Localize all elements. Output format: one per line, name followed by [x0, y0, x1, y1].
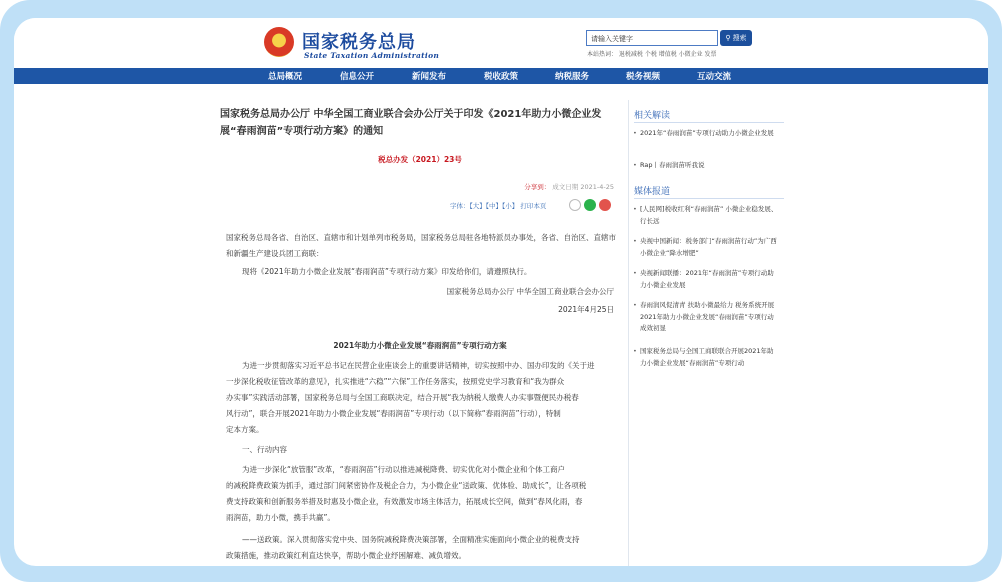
- plan-title: 2021年助力小微企业发展“春雨润苗”专项行动方案: [333, 341, 507, 350]
- para3-line2: 政策措施，推动政策红利直达快享，帮助小微企业纾困解难、减负增效。: [226, 551, 466, 560]
- para2-line1: 为进一步深化“放管服”改革，“春雨润苗”行动以推进减税降费、切实优化对小微企业和个体工商户: [242, 465, 566, 474]
- publish-date: 成文日期 2021-4-25: [550, 183, 614, 191]
- para2-line3: 费支持政策和创新服务举措及时惠及小微企业，有效激发市场主体活力，拓展成长空间，做到“春风化雨，春: [226, 497, 583, 506]
- wechat-icon[interactable]: [584, 199, 596, 211]
- national-emblem-icon: [264, 27, 294, 57]
- nav-item-interaction[interactable]: 互动交流: [697, 72, 732, 82]
- media-heading: 媒体报道: [634, 187, 671, 197]
- para3-line1: ——送政策。深入贯彻落实党中央、国务院减税降费决策部署，全面精准实施面向小微企业的税费支持: [242, 535, 580, 544]
- signature-date: 2021年4月25日: [558, 305, 614, 314]
- nav-item-policy[interactable]: 税收政策: [484, 72, 519, 82]
- notice-text: 现将《2021年助力小微企业发展“春雨润苗”专项行动方案》印发给你们，请遵照执行。: [242, 267, 532, 276]
- site-logo-text[interactable]: 国家税务总局: [302, 32, 416, 53]
- search-button[interactable]: [720, 30, 752, 46]
- nav-item-video[interactable]: 税务视频: [626, 72, 661, 82]
- media-item[interactable]: • [人民网]税收红利“春雨润苗” 小微企业稳发展、行长远: [640, 204, 780, 227]
- nav-item-service[interactable]: 纳税服务: [555, 72, 590, 82]
- search-input[interactable]: 请输入关键字: [586, 30, 718, 46]
- search-icon: ⚲: [725, 34, 731, 42]
- hot-words[interactable]: 本站热词： 退税减税 个税 增值税 小微企业 发票: [587, 51, 717, 58]
- media-item[interactable]: • 国家税务总局与全国工商联联合开展2021年助力小微企业发展“春雨润苗”专项行动: [640, 346, 780, 369]
- main-nav: [14, 68, 988, 84]
- media-item[interactable]: • 央视新闻联播：2021年“春雨润苗”专项行动助力小微企业发展: [640, 268, 780, 291]
- related-item[interactable]: • Rap丨春雨润苗听我说: [640, 160, 780, 172]
- para1-line5: 定本方案。: [226, 425, 264, 434]
- article-meta: [234, 182, 614, 191]
- para1-line2: 一步深化税收征管改革的意见》，扎实推进“六稳”“六保”工作任务落实，按照党史学习教育和“我为群众: [226, 377, 565, 386]
- site-logo-english: State Taxation Administration: [304, 51, 440, 60]
- media-item[interactable]: • 央视中国新闻：税务部门“春雨润苗行动”为广西小微企业“降水增肥”: [640, 236, 780, 259]
- site-header: [14, 18, 988, 68]
- media-item[interactable]: • 春雨润风促清青 扶助小微最给力 税务系统开展2021年助力小微企业发展“春雨润苗”专项行动成效初显: [640, 300, 780, 335]
- related-rule: [634, 122, 784, 123]
- search-button-label: 搜索: [732, 34, 747, 42]
- recipients-text: 国家税务总局各省、自治区、直辖市和计划单列市税务局，国家税务总局驻各地特派员办事处，各省、自治区、直辖市和新疆生产建设兵团工商联：: [226, 233, 616, 258]
- article-title: 国家税务总局办公厅 中华全国工商业联合会办公厅关于印发《2021年助力小微企业发展“春雨润苗”专项行动方案》的通知: [220, 109, 602, 137]
- para2-line4: 雨润苗，助力小微，携手共赢”。: [226, 513, 335, 522]
- para2-line2: 的减税降费政策为抓手，通过部门间紧密协作及税企合力，为小微企业“送政策、优体验、助成长”，让各项税: [226, 481, 587, 490]
- nav-item-news[interactable]: 新闻发布: [412, 72, 447, 82]
- share-icon[interactable]: [569, 199, 581, 211]
- para1-line1: 为进一步贯彻落实习近平总书记在民营企业座谈会上的重要讲话精神，切实按照中办、国办印发的《关于进: [242, 361, 595, 370]
- para1-line4: 风行动”，联合开展2021年助力小微企业发展“春雨润苗”专项行动（以下简称“春雨润苗”行动），特制: [226, 409, 561, 418]
- section-heading-1: 一、行动内容: [242, 445, 287, 454]
- signature-text: 国家税务总局办公厅 中华全国工商业联合会办公厅: [446, 287, 614, 296]
- nav-item-info[interactable]: 信息公开: [340, 72, 375, 82]
- browser-viewport: [14, 18, 988, 566]
- related-item[interactable]: • 2021年“春雨润苗”专项行动助力小微企业发展: [640, 128, 780, 140]
- font-size-controls[interactable]: 字体：【大】【中】【小】 打印本页: [450, 202, 547, 210]
- media-rule: [634, 198, 784, 199]
- sidebar-divider: [628, 100, 629, 566]
- para1-line3: 办实事”实践活动部署，国家税务总局与全国工商联决定，结合开展“我为纳税人缴费人办实事暨便民办税春: [226, 393, 579, 402]
- nav-item-overview[interactable]: 总局概况: [268, 72, 303, 82]
- document-number: 税总办发（2021）23号: [378, 155, 462, 164]
- related-heading: 相关解读: [634, 111, 671, 121]
- weibo-icon[interactable]: [599, 199, 611, 211]
- share-label: 分享到：: [524, 183, 551, 191]
